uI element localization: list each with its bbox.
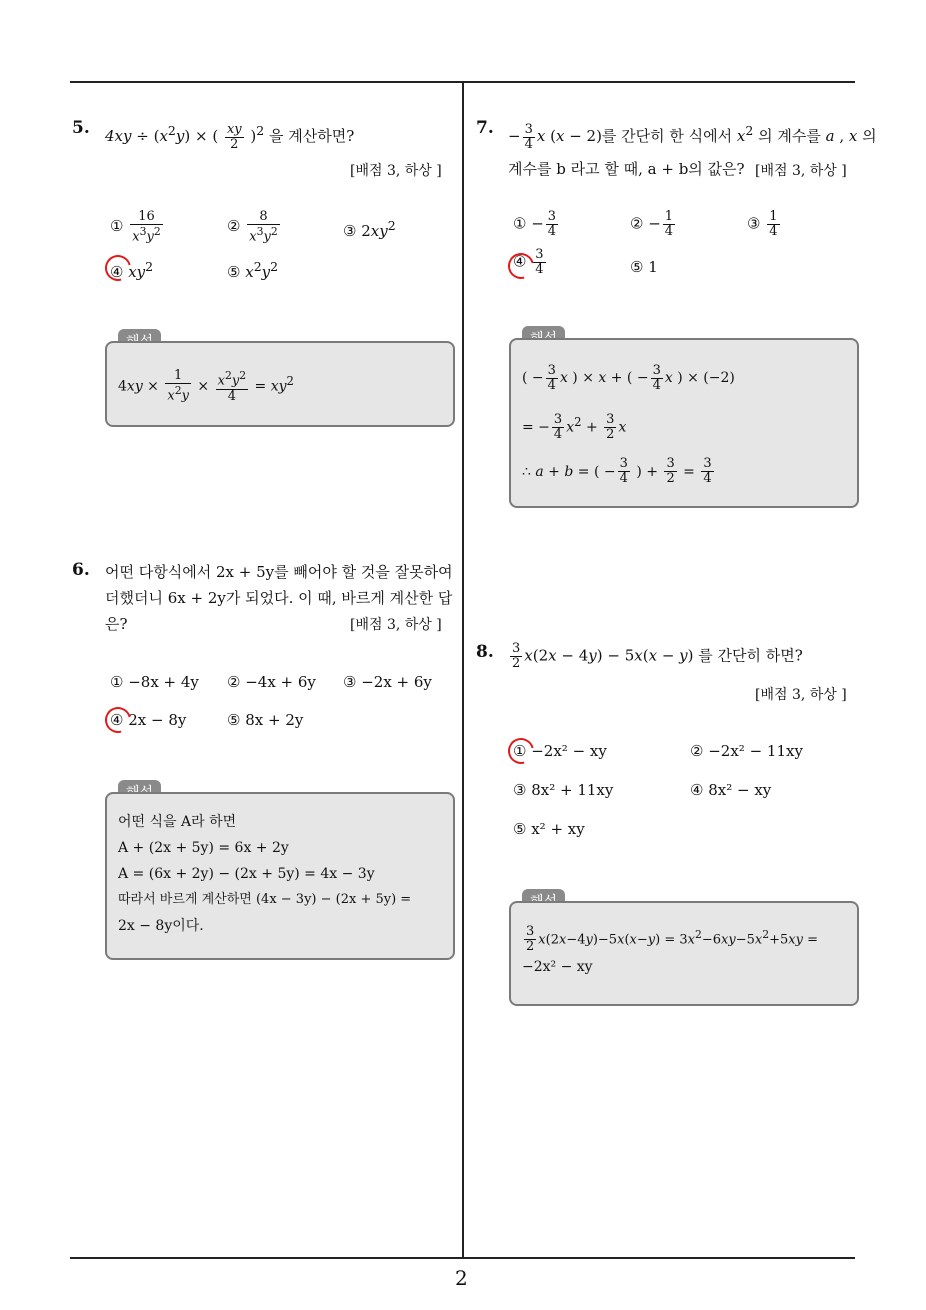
q7-option-1[interactable]: ① − $\frac{3}{4}$ bbox=[513, 209, 557, 239]
bottom-rule bbox=[70, 1257, 855, 1259]
q7-option-3[interactable]: ③ $\frac{1}{4}$ bbox=[747, 209, 778, 239]
q6-solution-line-4: 따라서 바르게 계산하면 (4x − 3y) − (2x + 5y) = bbox=[118, 892, 412, 907]
q5-option-3[interactable]: ③ $2xy^2$ bbox=[343, 218, 396, 240]
q7-prompt-line-2: 계수를 b 라고 할 때, a + b의 값은? bbox=[508, 160, 745, 178]
q7-option-2[interactable]: ② − $\frac{1}{4}$ bbox=[630, 209, 674, 239]
q7-number: 7. bbox=[476, 118, 494, 138]
q6-option-1[interactable]: ① −8x + 4y bbox=[110, 673, 199, 691]
q5-solution: 4xy × $\frac{1}{x^2y}$ × $\frac{x^2y^2}{4}$ = $xy^2$ bbox=[118, 368, 294, 404]
q6-prompt: 어떤 다항식에서 2x + 5y를 빼어야 할 것을 잘못하여 더했더니 6x + 2y가 되었다. 이 때, 바르게 계산한 답은? bbox=[105, 563, 453, 633]
q6-option-4[interactable]: ④ 2x − 8y bbox=[110, 711, 187, 729]
q8-option-5[interactable]: ⑤ x² + xy bbox=[513, 820, 585, 838]
q5-number: 5. bbox=[72, 118, 90, 138]
q8-option-2[interactable]: ② −2x² − 11xy bbox=[690, 742, 803, 760]
q6-solution-line-3: A = (6x + 2y) − (2x + 5y) = 4x − 3y bbox=[118, 866, 375, 882]
q6-solution bbox=[118, 809, 448, 939]
q7-solution-line-2: = − $\frac{3}{4}$ $x^2$ + $\frac{3}{2}$ x bbox=[522, 412, 627, 443]
q6-option-5[interactable]: ⑤ 8x + 2y bbox=[227, 711, 304, 729]
q7-option-5[interactable]: ⑤ 1 bbox=[630, 258, 658, 276]
q8-solution-line-2: −2x² − xy bbox=[522, 959, 593, 976]
q5-option-1[interactable]: ① $\frac{16}{x^3y^2}$ bbox=[110, 209, 161, 245]
q6-solution-line-5: 2x − 8y이다. bbox=[118, 918, 204, 934]
q8-answer-mark bbox=[503, 733, 539, 769]
q8-option-3[interactable]: ③ 8x² + 11xy bbox=[513, 781, 614, 799]
q5-option-2[interactable]: ② $\frac{8}{x^3y^2}$ bbox=[227, 209, 278, 245]
q8-option-4[interactable]: ④ 8x² − xy bbox=[690, 781, 772, 799]
page-number: 2 bbox=[455, 1266, 468, 1290]
q6-solution-line-1: 어떤 식을 A라 하면 bbox=[118, 814, 237, 830]
q8-number: 8. bbox=[476, 642, 494, 662]
q5-prompt: $4xy \div (x^2y)$ × ( $\frac{xy}{2}$ )$^2$ 을 계산하면? bbox=[105, 121, 355, 152]
q8-option-1[interactable]: ① −2x² − xy bbox=[513, 742, 607, 760]
q7-option-4[interactable]: ④ $\frac{3}{4}$ bbox=[513, 247, 544, 277]
column-divider bbox=[462, 83, 464, 1258]
q5-score: [배점 3, 하상 ] bbox=[350, 163, 442, 179]
q7-score: [배점 3, 하상 ] bbox=[755, 163, 847, 179]
q8-solution bbox=[522, 922, 852, 980]
q8-prompt: $\frac{3}{2}$ x(2x − 4y) − 5x(x − y) 를 간단히 하면? bbox=[512, 641, 803, 671]
q7-solution bbox=[522, 356, 735, 494]
q7-prompt-line-1: − $\frac{3}{4}$ x (x − 2)를 간단히 한 식에서 $x^2$ 의 계수를 a , x 의 bbox=[508, 121, 877, 152]
q6-solution-line-2: A + (2x + 5y) = 6x + 2y bbox=[118, 840, 289, 856]
q8-solution-line-1: $\frac{3}{2}$ $x(2x-4y)-5x(x-y) = 3x^2-6xy-5x^2+5xy$ = bbox=[526, 924, 819, 955]
q6-score: [배점 3, 하상 ] bbox=[350, 617, 442, 633]
q8-score: [배점 3, 하상 ] bbox=[755, 687, 847, 703]
q6-option-2[interactable]: ② −4x + 6y bbox=[227, 673, 316, 691]
q6-number: 6. bbox=[72, 560, 90, 580]
q7-solution-line-1: ( − $\frac{3}{4}$ x ) × x + ( − $\frac{3}{4}$ x ) × (−2) bbox=[522, 362, 735, 393]
q6-answer-mark bbox=[100, 702, 136, 738]
q5-option-5[interactable]: ⑤ $x^2y^2$ bbox=[227, 259, 279, 281]
q6-option-3[interactable]: ③ −2x + 6y bbox=[343, 673, 432, 691]
q5-option-4[interactable]: ④ $xy^2$ bbox=[110, 259, 154, 281]
q7-solution-line-3: ∴ a + b = ( − $\frac{3}{4}$ ) + $\frac{3}{2}$ = $\frac{3}{4}$ bbox=[522, 456, 712, 487]
